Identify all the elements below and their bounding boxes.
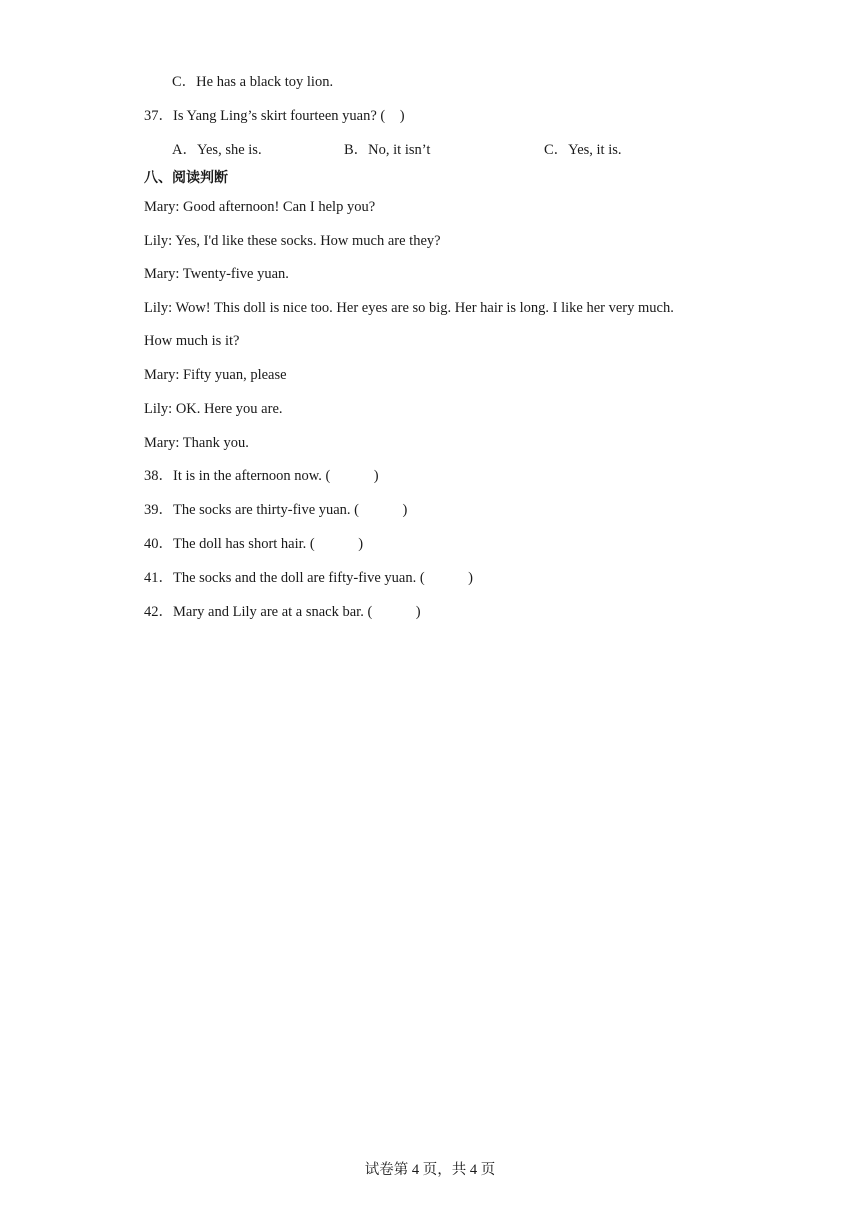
dialogue-line: Lily: Yes, I'd like these socks. How much are they? bbox=[144, 233, 441, 249]
section-heading: 八、阅读判断 bbox=[144, 170, 228, 186]
judgement-question-40: 40．The doll has short hair. ( ) bbox=[144, 536, 364, 552]
dialogue-line: Mary: Good afternoon! Can I help you? bbox=[144, 199, 376, 215]
q37-question: 37．Is Yang Ling’s skirt fourteen yuan? ( ) bbox=[144, 108, 405, 124]
q37-option-a: A．Yes, she is. bbox=[172, 142, 262, 158]
judgement-question-41: 41．The socks and the doll are fifty-five yuan. ( ) bbox=[144, 570, 473, 586]
q36-option-c: C．He has a black toy lion. bbox=[172, 74, 334, 90]
dialogue-line: Mary: Thank you. bbox=[144, 435, 249, 451]
dialogue-line: Mary: Fifty yuan, please bbox=[144, 367, 287, 383]
dialogue-line: Lily: Wow! This doll is nice too. Her eyes are so big. Her hair is long. I like her very much. bbox=[144, 300, 674, 316]
dialogue-line: How much is it? bbox=[144, 333, 240, 349]
q37-option-b: B．No, it isn’t bbox=[344, 142, 431, 158]
q37-option-c: C．Yes, it is. bbox=[544, 142, 622, 158]
dialogue-line: Mary: Twenty-five yuan. bbox=[144, 266, 289, 282]
dialogue-line: Lily: OK. Here you are. bbox=[144, 401, 283, 417]
judgement-question-38: 38．It is in the afternoon now. ( ) bbox=[144, 468, 379, 484]
judgement-question-42: 42．Mary and Lily are at a snack bar. ( ) bbox=[144, 604, 421, 620]
page-footer: 试卷第 4 页，共 4 页 bbox=[364, 1162, 496, 1178]
judgement-question-39: 39．The socks are thirty-five yuan. ( ) bbox=[144, 502, 408, 518]
